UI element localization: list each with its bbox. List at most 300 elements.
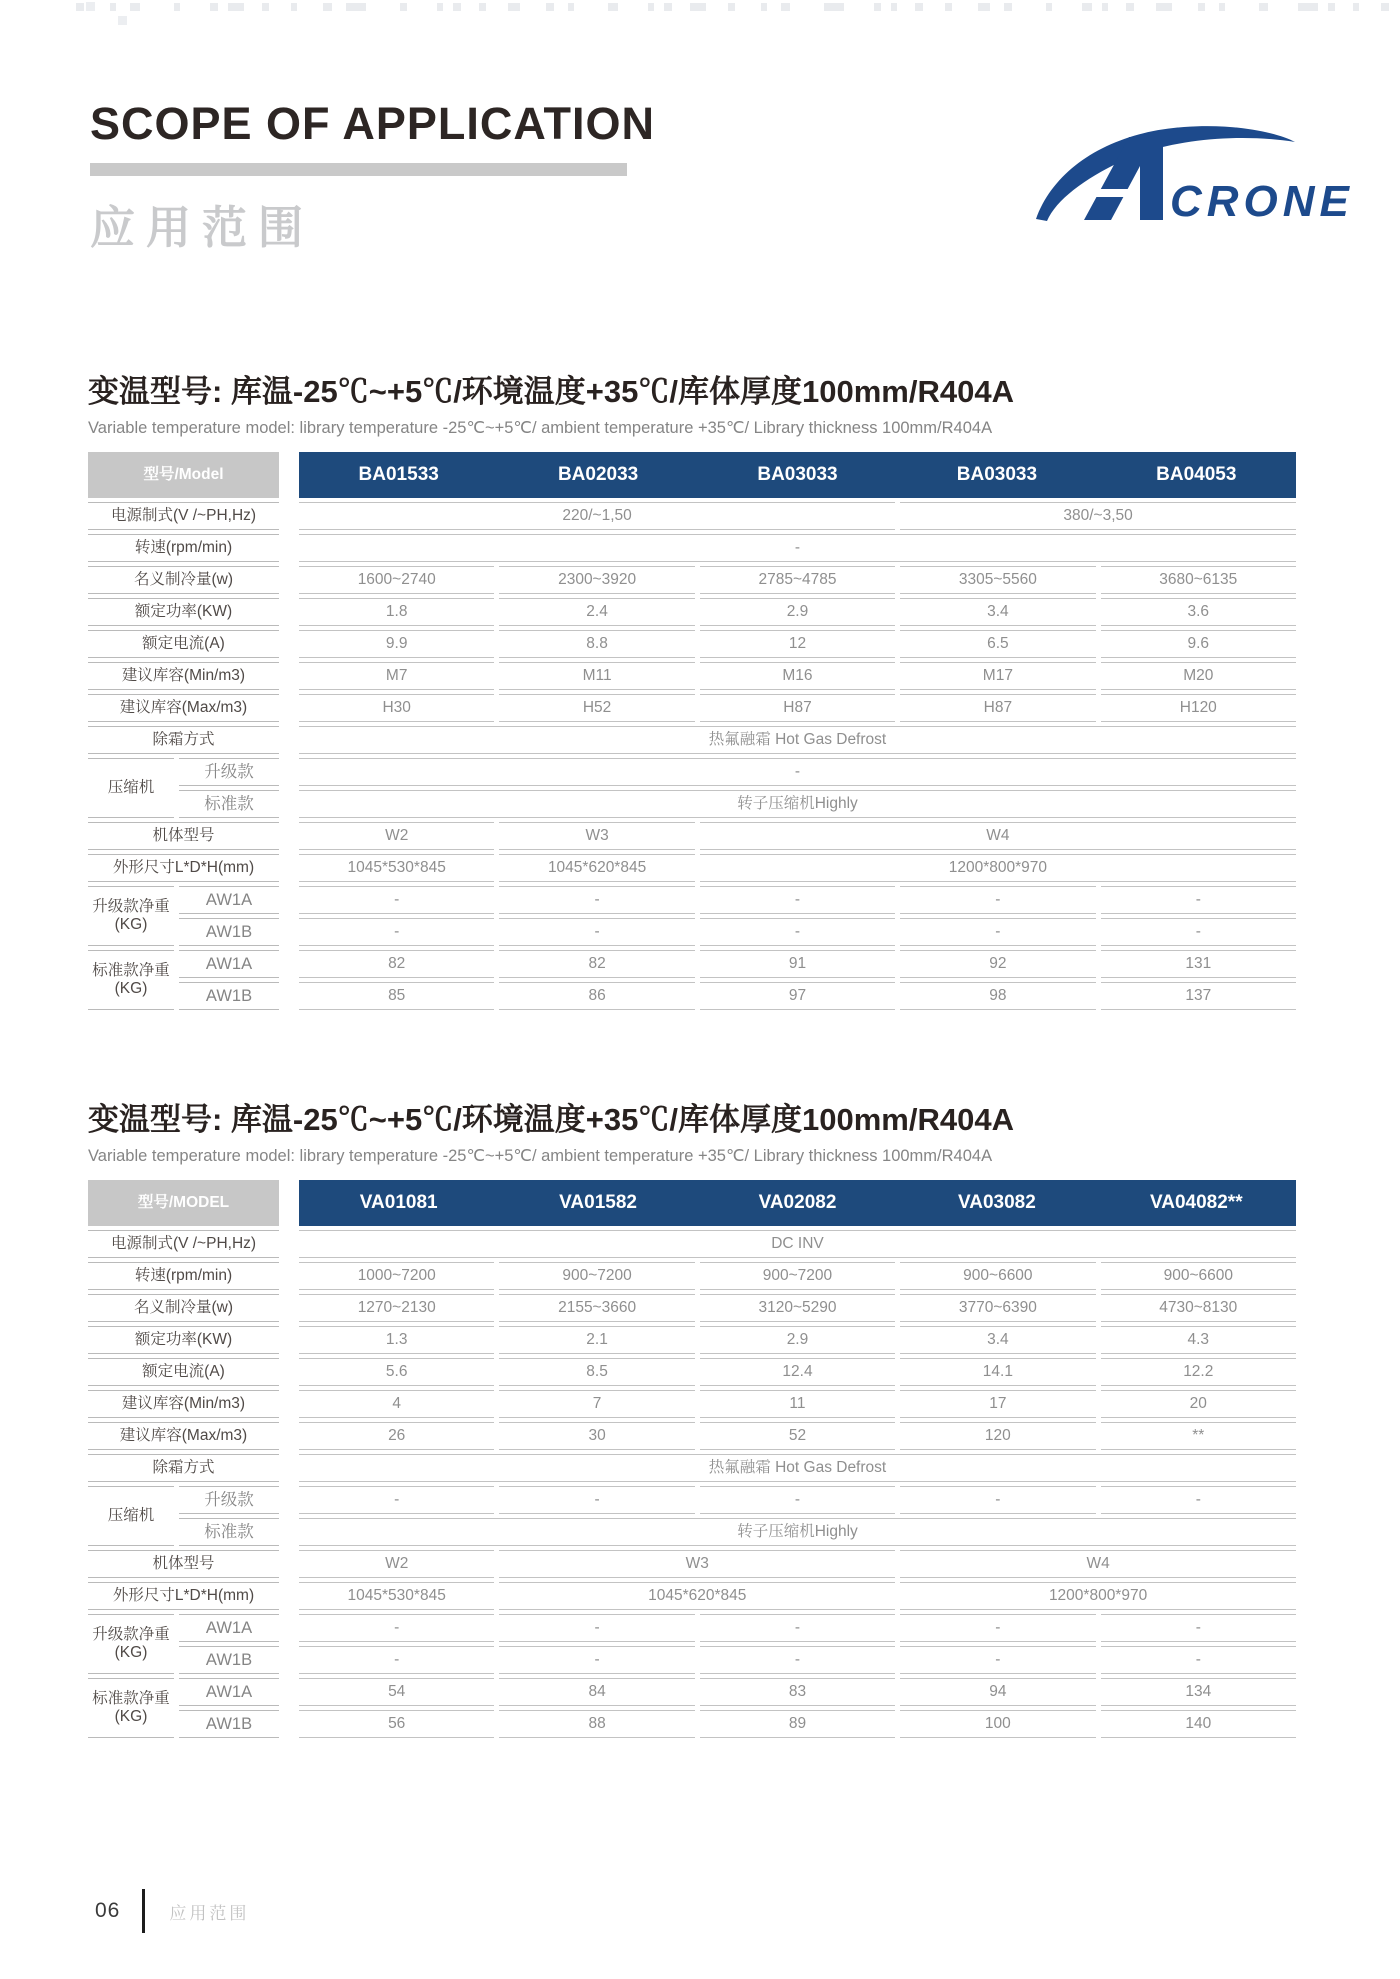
- cell-value: 3.4: [900, 1326, 1095, 1354]
- cell-value: -: [499, 886, 694, 914]
- label-data-gap: [284, 598, 294, 626]
- top-border-block: [915, 3, 923, 11]
- row-sublabel: 标准款: [179, 1518, 279, 1546]
- top-border-block: [1046, 3, 1052, 11]
- row-group-label: 压缩机: [88, 1486, 174, 1546]
- cell-value: 12.2: [1101, 1358, 1296, 1386]
- top-border-block: [210, 3, 218, 11]
- row-label: 额定功率(KW): [88, 598, 279, 626]
- cell-value: M7: [299, 662, 494, 690]
- cell-value: 11: [700, 1390, 895, 1418]
- cell-value: -: [1101, 886, 1296, 914]
- table-row: [88, 822, 1296, 850]
- row-group-label: 标准款净重(KG): [88, 950, 174, 1010]
- cell-value: 2155~3660: [499, 1294, 694, 1322]
- row-sublabel: AW1B: [179, 1710, 279, 1738]
- top-border-block: [568, 3, 574, 11]
- cell-value: 3305~5560: [900, 566, 1095, 594]
- row-label: 名义制冷量(w): [88, 566, 279, 594]
- cell-value: 2300~3920: [499, 566, 694, 594]
- cell-value: 3.6: [1101, 598, 1296, 626]
- table-row: [88, 1390, 1296, 1418]
- top-border-block: [874, 3, 881, 11]
- cell-value: 1000~7200: [299, 1262, 494, 1290]
- table-row: [88, 1262, 1296, 1290]
- label-data-gap: [284, 1390, 294, 1418]
- row-sublabel: AW1A: [179, 1614, 279, 1642]
- section-title-cn: 变温型号: 库温-25℃~+5℃/环境温度+35℃/库体厚度100mm/R404A: [88, 374, 1014, 409]
- cell-value: 7: [499, 1390, 694, 1418]
- table-row: [88, 1358, 1296, 1386]
- table-row: [88, 950, 1296, 978]
- section-title-en: Variable temperature model: library temperature -25℃~+5℃/ ambient temperature +35℃/ Library thickness 100mm/R404A: [88, 1147, 993, 1165]
- label-data-gap: [284, 694, 294, 722]
- row-group-label: 压缩机: [88, 758, 174, 818]
- table-header-row: [88, 1180, 1296, 1226]
- top-border-block: [291, 3, 297, 11]
- cell-value: -: [299, 758, 1296, 786]
- row-sublabel: AW1B: [179, 1646, 279, 1674]
- cell-value: 1045*530*845: [299, 1582, 494, 1610]
- cell-value: 380/~3,50: [900, 502, 1296, 530]
- top-border-block: [1004, 3, 1012, 11]
- table-row: [88, 854, 1296, 882]
- cell-value: -: [900, 918, 1095, 946]
- cell-value: -: [299, 886, 494, 914]
- model-name: VA04082**: [1149, 1192, 1243, 1214]
- cell-value: W3: [499, 822, 694, 850]
- row-sublabel: AW1B: [179, 982, 279, 1010]
- table-row: [88, 1518, 1296, 1546]
- table-row: [88, 1230, 1296, 1258]
- top-border-block: [1198, 3, 1205, 11]
- cell-value: 131: [1101, 950, 1296, 978]
- table-header-row: [88, 452, 1296, 498]
- label-data-gap: [284, 950, 294, 978]
- cell-value: 1200*800*970: [700, 854, 1296, 882]
- cell-value: 1600~2740: [299, 566, 494, 594]
- cell-value: -: [299, 1614, 494, 1642]
- label-data-gap: [284, 1180, 294, 1226]
- top-border-block: [228, 3, 244, 11]
- cell-value: 89: [700, 1710, 895, 1738]
- title-underline-bar: [90, 163, 627, 176]
- row-sublabel: AW1A: [179, 886, 279, 914]
- cell-value: 98: [900, 982, 1095, 1010]
- cell-value: -: [900, 886, 1095, 914]
- cell-value: -: [299, 918, 494, 946]
- cell-value: 134: [1101, 1678, 1296, 1706]
- table-row: [88, 662, 1296, 690]
- row-sublabel: AW1B: [179, 918, 279, 946]
- top-border-pattern-fragment: [118, 16, 127, 25]
- cell-value: 20: [1101, 1390, 1296, 1418]
- top-border-block: [1259, 3, 1268, 11]
- top-border-block: [891, 3, 897, 11]
- cell-value: 91: [700, 950, 895, 978]
- row-label: 外形尺寸L*D*H(mm): [88, 854, 279, 882]
- cell-value: -: [900, 1486, 1095, 1514]
- top-border-block: [437, 3, 443, 11]
- logo-letter-a: [1084, 137, 1163, 220]
- top-border-block: [664, 3, 672, 11]
- row-label: 建议库容(Max/m3): [88, 694, 279, 722]
- table-row: [88, 1454, 1296, 1482]
- top-border-block: [323, 3, 332, 11]
- model-header-band: [299, 1180, 1296, 1226]
- cell-value: 82: [499, 950, 694, 978]
- table-row: [88, 1646, 1296, 1674]
- cell-value: H87: [700, 694, 895, 722]
- top-border-block: [608, 3, 618, 11]
- label-data-gap: [284, 1326, 294, 1354]
- cell-value: 1045*620*845: [499, 854, 694, 882]
- model-name: BA03033: [757, 464, 838, 486]
- label-data-gap: [284, 1678, 294, 1706]
- table-row: [88, 790, 1296, 818]
- table-row: [88, 566, 1296, 594]
- table-row: [88, 1582, 1296, 1610]
- row-sublabel: AW1A: [179, 950, 279, 978]
- cell-value: 83: [700, 1678, 895, 1706]
- top-border-block: [110, 3, 116, 11]
- label-data-gap: [284, 1230, 294, 1258]
- label-data-gap: [284, 886, 294, 914]
- cell-value: -: [700, 1486, 895, 1514]
- row-label: 电源制式(V /~PH,Hz): [88, 502, 279, 530]
- table-row: [88, 598, 1296, 626]
- cell-value: -: [299, 1486, 494, 1514]
- table-row: [88, 1614, 1296, 1642]
- cell-value: 56: [299, 1710, 494, 1738]
- top-border-block: [761, 3, 767, 11]
- label-data-gap: [284, 1614, 294, 1642]
- top-border-block: [1328, 3, 1335, 11]
- label-data-gap: [284, 1262, 294, 1290]
- page-header: [90, 98, 655, 256]
- model-names: [299, 1180, 1296, 1226]
- row-label: 机体型号: [88, 822, 279, 850]
- cell-value: 54: [299, 1678, 494, 1706]
- spec-table-va: [83, 1176, 1301, 1742]
- row-label: 建议库容(Min/m3): [88, 1390, 279, 1418]
- table-row: [88, 630, 1296, 658]
- table-row: [88, 982, 1296, 1010]
- cell-value: 26: [299, 1422, 494, 1450]
- top-border-block: [262, 3, 269, 11]
- cell-value: 900~7200: [700, 1262, 895, 1290]
- label-data-gap: [284, 662, 294, 690]
- cell-value: W3: [499, 1550, 895, 1578]
- table-row: [88, 1678, 1296, 1706]
- row-label: 名义制冷量(w): [88, 1294, 279, 1322]
- label-data-gap: [284, 918, 294, 946]
- table-row: [88, 1422, 1296, 1450]
- cell-value: -: [1101, 1646, 1296, 1674]
- top-border-block: [479, 3, 486, 11]
- cell-value: 5.6: [299, 1358, 494, 1386]
- table-row: [88, 534, 1296, 562]
- cell-value: -: [299, 1646, 494, 1674]
- cell-value: -: [1101, 1486, 1296, 1514]
- cell-value: -: [700, 886, 895, 914]
- cell-value: 2.9: [700, 1326, 895, 1354]
- cell-value: 转子压缩机Highly: [299, 790, 1296, 818]
- top-border-block: [346, 3, 366, 11]
- row-label: 电源制式(V /~PH,Hz): [88, 1230, 279, 1258]
- cell-value: 220/~1,50: [299, 502, 895, 530]
- top-border-pattern-fragment: [86, 2, 95, 11]
- logo-text: CRONE: [1170, 177, 1354, 226]
- cell-value: M17: [900, 662, 1095, 690]
- top-border-block: [1381, 3, 1389, 11]
- label-data-gap: [284, 534, 294, 562]
- table-row: [88, 694, 1296, 722]
- label-data-gap: [284, 502, 294, 530]
- cell-value: H120: [1101, 694, 1296, 722]
- cell-value: 52: [700, 1422, 895, 1450]
- model-name: BA02033: [557, 464, 639, 486]
- cell-value: 2.4: [499, 598, 694, 626]
- model-header-label: 型号/Model: [88, 452, 279, 498]
- label-data-gap: [284, 1294, 294, 1322]
- cell-value: 12: [700, 630, 895, 658]
- top-border-block: [130, 3, 140, 11]
- row-label: 建议库容(Min/m3): [88, 662, 279, 690]
- section-title-cn: 变温型号: 库温-25℃~+5℃/环境温度+35℃/库体厚度100mm/R404A: [88, 1102, 1014, 1137]
- cell-value: 8.5: [499, 1358, 694, 1386]
- top-border-block: [978, 3, 990, 11]
- cell-value: 88: [499, 1710, 694, 1738]
- top-border-block: [1219, 3, 1225, 11]
- acrone-logo: [1032, 116, 1388, 234]
- row-label: 除霜方式: [88, 726, 279, 754]
- row-label: 额定功率(KW): [88, 1326, 279, 1354]
- cell-value: 100: [900, 1710, 1095, 1738]
- model-name: VA01081: [359, 1192, 438, 1214]
- cell-value: 12.4: [700, 1358, 895, 1386]
- top-border-block: [1156, 3, 1172, 11]
- cell-value: 900~6600: [900, 1262, 1095, 1290]
- cell-value: 84: [499, 1678, 694, 1706]
- logo-letter-a-slit: [1078, 189, 1130, 197]
- table-row: [88, 758, 1296, 786]
- cell-value: H52: [499, 694, 694, 722]
- cell-value: 4: [299, 1390, 494, 1418]
- cell-value: 8.8: [499, 630, 694, 658]
- label-data-gap: [284, 726, 294, 754]
- table-row: [88, 918, 1296, 946]
- label-data-gap: [284, 1582, 294, 1610]
- table-row: [88, 1550, 1296, 1578]
- table-row: [88, 502, 1296, 530]
- row-label: 建议库容(Max/m3): [88, 1422, 279, 1450]
- cell-value: 140: [1101, 1710, 1296, 1738]
- cell-value: 85: [299, 982, 494, 1010]
- table-row: [88, 1710, 1296, 1738]
- model-name: BA04053: [1156, 464, 1237, 486]
- cell-value: -: [700, 1646, 895, 1674]
- top-border-block: [453, 3, 461, 11]
- top-border-block: [824, 3, 844, 11]
- top-border-block: [1353, 3, 1359, 11]
- table-row: [88, 1294, 1296, 1322]
- cell-value: -: [900, 1646, 1095, 1674]
- label-data-gap: [284, 854, 294, 882]
- cell-value: 6.5: [900, 630, 1095, 658]
- cell-value: -: [1101, 918, 1296, 946]
- top-border-block: [781, 3, 790, 11]
- page-number: 06: [95, 1899, 121, 1922]
- cell-value: M20: [1101, 662, 1296, 690]
- label-data-gap: [284, 822, 294, 850]
- label-data-gap: [284, 630, 294, 658]
- section-title-en: Variable temperature model: library temperature -25℃~+5℃/ ambient temperature +35℃/ Library thickness 100mm/R404A: [88, 419, 993, 437]
- page-title: SCOPE OF APPLICATION: [90, 98, 656, 149]
- cell-value: 1200*800*970: [900, 1582, 1296, 1610]
- cell-value: 1045*620*845: [499, 1582, 895, 1610]
- model-header-band: [299, 452, 1296, 498]
- top-border-block: [174, 3, 180, 11]
- label-data-gap: [284, 1422, 294, 1450]
- footer-label: 应用范围: [169, 1903, 250, 1923]
- cell-value: 1.3: [299, 1326, 494, 1354]
- top-border-block: [1298, 3, 1318, 11]
- row-label: 额定电流(A): [88, 1358, 279, 1386]
- top-border-block: [546, 3, 554, 11]
- top-border-block: [76, 3, 84, 11]
- page-title-cn: 应用范围: [90, 202, 315, 253]
- cell-value: 86: [499, 982, 694, 1010]
- label-data-gap: [284, 566, 294, 594]
- cell-value: 9.6: [1101, 630, 1296, 658]
- cell-value: -: [499, 1486, 694, 1514]
- cell-value: 2785~4785: [700, 566, 895, 594]
- section-variable-temperature-2: [88, 1094, 1308, 1742]
- label-data-gap: [284, 790, 294, 818]
- spec-table-ba: [83, 448, 1301, 1014]
- top-border-block: [508, 3, 520, 11]
- cell-value: 120: [900, 1422, 1095, 1450]
- cell-value: 3680~6135: [1101, 566, 1296, 594]
- cell-value: 4.3: [1101, 1326, 1296, 1354]
- row-sublabel: 标准款: [179, 790, 279, 818]
- label-data-gap: [284, 1646, 294, 1674]
- row-label: 外形尺寸L*D*H(mm): [88, 1582, 279, 1610]
- cell-value: W4: [700, 822, 1296, 850]
- page-footer: [95, 1888, 249, 1934]
- cell-value: -: [499, 1614, 694, 1642]
- model-header-label: 型号/MODEL: [88, 1180, 279, 1226]
- cell-value: W2: [299, 1550, 494, 1578]
- label-data-gap: [284, 1454, 294, 1482]
- row-label: 转速(rpm/min): [88, 1262, 279, 1290]
- label-data-gap: [284, 452, 294, 498]
- label-data-gap: [284, 982, 294, 1010]
- top-border-block: [1126, 3, 1134, 11]
- model-name: VA03082: [957, 1192, 1036, 1214]
- cell-value: 2.9: [700, 598, 895, 626]
- cell-value: -: [700, 918, 895, 946]
- cell-value: 热氟融霜 Hot Gas Defrost: [299, 726, 1296, 754]
- cell-value: -: [700, 1614, 895, 1642]
- top-border-pattern: [76, 3, 1396, 15]
- row-group-label: 升级款净重(KG): [88, 1614, 174, 1674]
- section-variable-temperature-1: [88, 366, 1308, 1014]
- cell-value: 82: [299, 950, 494, 978]
- cell-value: 1.8: [299, 598, 494, 626]
- cell-value: -: [499, 1646, 694, 1674]
- cell-value: -: [299, 534, 1296, 562]
- cell-value: 900~6600: [1101, 1262, 1296, 1290]
- cell-value: 30: [499, 1422, 694, 1450]
- top-border-block: [400, 3, 407, 11]
- cell-value: W2: [299, 822, 494, 850]
- cell-value: -: [499, 918, 694, 946]
- cell-value: 4730~8130: [1101, 1294, 1296, 1322]
- label-data-gap: [284, 1358, 294, 1386]
- top-border-block: [1102, 3, 1108, 11]
- label-data-gap: [284, 1518, 294, 1546]
- label-data-gap: [284, 1486, 294, 1514]
- top-border-block: [690, 3, 706, 11]
- model-names: [299, 452, 1296, 498]
- cell-value: -: [1101, 1614, 1296, 1642]
- row-group-label: 升级款净重(KG): [88, 886, 174, 946]
- cell-value: 1270~2130: [299, 1294, 494, 1322]
- row-sublabel: AW1A: [179, 1678, 279, 1706]
- cell-value: 热氟融霜 Hot Gas Defrost: [299, 1454, 1296, 1482]
- model-name: BA03033: [956, 464, 1038, 486]
- label-data-gap: [284, 1550, 294, 1578]
- cell-value: 900~7200: [499, 1262, 694, 1290]
- table-row: [88, 886, 1296, 914]
- label-data-gap: [284, 1710, 294, 1738]
- cell-value: 14.1: [900, 1358, 1095, 1386]
- row-label: 机体型号: [88, 1550, 279, 1578]
- model-name: BA01533: [358, 464, 439, 486]
- cell-value: 3120~5290: [700, 1294, 895, 1322]
- model-name: VA02082: [758, 1192, 837, 1214]
- cell-value: H30: [299, 694, 494, 722]
- cell-value: 17: [900, 1390, 1095, 1418]
- row-group-label: 标准款净重(KG): [88, 1678, 174, 1738]
- cell-value: 92: [900, 950, 1095, 978]
- cell-value: 97: [700, 982, 895, 1010]
- row-label: 转速(rpm/min): [88, 534, 279, 562]
- table-row: [88, 1486, 1296, 1514]
- row-sublabel: 升级款: [179, 758, 279, 786]
- footer-divider: [142, 1889, 145, 1933]
- label-data-gap: [284, 758, 294, 786]
- cell-value: 3.4: [900, 598, 1095, 626]
- table-row: [88, 1326, 1296, 1354]
- cell-value: 9.9: [299, 630, 494, 658]
- cell-value: 94: [900, 1678, 1095, 1706]
- top-border-block: [945, 3, 952, 11]
- cell-value: M11: [499, 662, 694, 690]
- row-label: 除霜方式: [88, 1454, 279, 1482]
- cell-value: DC INV: [299, 1230, 1296, 1258]
- model-name: VA01582: [559, 1192, 637, 1214]
- row-sublabel: 升级款: [179, 1486, 279, 1514]
- cell-value: 1045*530*845: [299, 854, 494, 882]
- top-border-block: [1082, 3, 1092, 11]
- cell-value: M16: [700, 662, 895, 690]
- cell-value: 137: [1101, 982, 1296, 1010]
- table-row: [88, 726, 1296, 754]
- cell-value: 2.1: [499, 1326, 694, 1354]
